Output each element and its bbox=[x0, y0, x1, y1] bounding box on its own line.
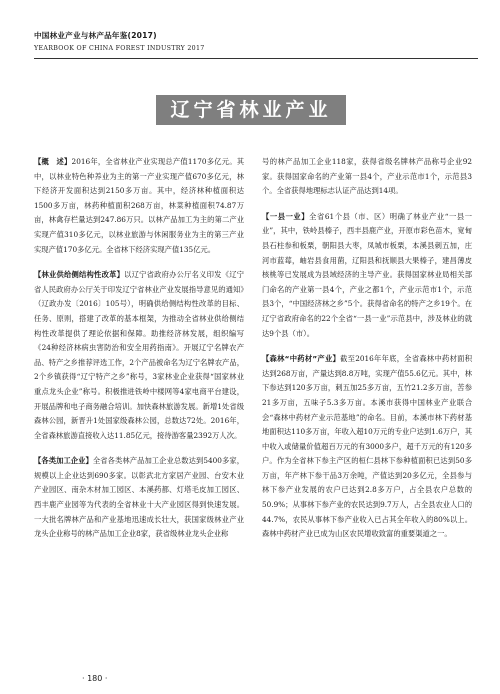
section-tag: 【概 述】 bbox=[34, 157, 72, 166]
header-title-en: YEARBOOK OF CHINA FOREST INDUSTRY 2017 bbox=[34, 45, 205, 52]
paragraph-continued bbox=[262, 155, 472, 199]
section-tag: 【林业供给侧结构性改革】 bbox=[34, 270, 125, 280]
section-tag: 【一县一业】 bbox=[262, 211, 310, 221]
section-body: 以辽宁省政府办公厅名义印发《辽宁省人民政府办公厅关于印发辽宁省林业产业发展指导意见的通知》（辽政办发〔2016〕105号），明确供给侧结构性改革的目标、任务、原则，搭建了改革的基本框架，为推动全省林业供给侧结构性改革提供了理论依据和保障。助推经济林发展，组织编写《24种经济林病虫害防治和安全用药指南》。开展辽宁名牌农产品、特产之乡推荐评选工作，2个产品被命名为辽宁名牌农产品，2个乡镇获得“辽宁特产之乡”称号，3家林业企业获得“国家林业重点龙头企业”称号。积极推进铁岭中楼网等4家电商平台建设，开展品牌和电子商务融合培训。加快森林旅游发展。新增1处省级森林公园，新晋升1处国家级森林公园，总数达72处。2016年，全省森林旅游直接收入达11.85亿元，接待游客量2392万人次。 bbox=[34, 270, 245, 440]
section-tag: 【各类加工企业】 bbox=[34, 456, 93, 466]
paragraph-overview bbox=[34, 155, 244, 257]
page-title: 辽宁省林业产业 bbox=[156, 95, 346, 125]
section-body: 号的林产品加工企业118家，获得省级名牌林产品称号企业92家。获得国家命名的产业第一县4个，产业示范市1个，示范县3个。全省获得地理标志认证产品达到14项。 bbox=[262, 157, 472, 196]
paragraph-one-county-one-industry bbox=[262, 210, 472, 341]
section-body: 2016年，全省林业产业实现总产值1170多亿元。其中，以林业特色种养业为主的第一产业实现产值670多亿元，林下经济开发面积达到2150多万亩。其中，经济林种植面积达1500多万亩，林药种植面积268万亩，林菜种植面积74.87万亩，林禽存栏量达到247.86万只。以林产品加工为主的第二产业实现产值310多亿元，以林业旅游与休闲服务业为主的第三产业实现产值170多亿元。全省林下经济实现产值135亿元。 bbox=[34, 157, 245, 254]
section-body: 全省61个县（市、区）明确了林业产业“一县一业”，其中，铁岭县榛子，西丰县鹿产业，开原市彩色苗木，宽甸县石柱参和板栗，朝阳县大枣，凤城市板栗，本溪县刺五加，庄河市蓝莓，岫岩县食用菌，辽阳县和抚顺县大果榛子，建昌薄皮核桃等已发展成为县域经济的主导产业。获得国家林业局相关部门命名的产业第一县4个，产业之都1个，产业示范市1个，示范县3个，“中国经济林之乡”5个。获得省命名的特产之乡19个。在辽宁省政府命名的22个全省“一县一业”示范县中，涉及林业的就达9个县（市）。 bbox=[262, 211, 473, 338]
paragraph-forest-herbs bbox=[262, 352, 472, 542]
running-header bbox=[34, 30, 474, 52]
section-body: 截至2016年年底，全省森林中药材面积达到268万亩，产量达到8.8万吨，实现产值55.6亿元。其中，林下参达到120多万亩，刺五加25多万亩，五竹21.2多万亩，苦参21多万亩，五味子5.3多万亩。本溪市获得中国林业产业联合会“森林中药材产业示范基地”的命名。目前，本溪市林下药材基地面积达110多万亩，年收入超10万元的专业户达到1.6万户，其中收入或储量价值超百万元的有3000多户，超千万元的有120多户。作为全省林下参主产区的桓仁县林下参种植面积已达到50多万亩，年产林下参干品3万余吨，产值达到20多亿元，全县参与林下参产业发展的农户已达到2.8多万户，占全县农户总数的50.9%；从事林下参产业的农民达到9.7万人，占全县农业人口的44.7%，农民从事林下参产业收入已占其全年收入的80%以上。森林中药材产业已成为山区农民增收致富的重要渠道之一。 bbox=[262, 354, 472, 539]
right-column bbox=[262, 155, 472, 553]
left-column bbox=[34, 155, 244, 553]
header-divider bbox=[34, 58, 478, 59]
section-body: 全省各类林产品加工企业总数达到5400多家，规模以上企业达到690多家。以彰武北方家居产业园、台安木业产业园区、南杂木材加工园区、本溪药都、灯塔毛皮加工园区、西丰鹿产业园等为代表的全省林业十大产业园区得到快速发展。一大批名牌林产品和产业基地迅速成长壮大，获国家级林业产业龙头企业称号的林产品加工企业8家，获省级林业龙头企业称 bbox=[34, 456, 244, 539]
header-title-cn: 中国林业产业与林产品年鉴(2017) bbox=[34, 31, 157, 40]
page-number: · 180 · bbox=[82, 674, 108, 683]
paragraph-supply-side-reform bbox=[34, 268, 244, 443]
section-tag: 【森林“中药材”产业】 bbox=[262, 354, 341, 364]
paragraph-processing-enterprises bbox=[34, 454, 244, 542]
